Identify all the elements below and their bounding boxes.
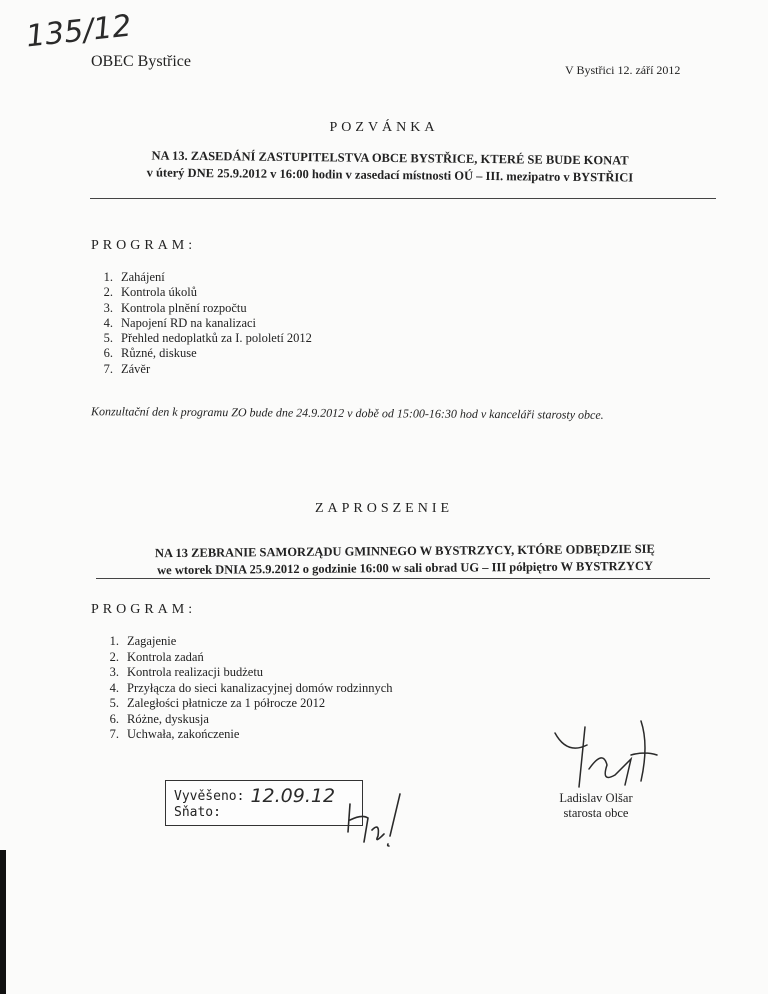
posting-stamp [165,780,363,826]
polish-program-list [95,634,393,743]
posted-label: Vyvěšeno: [174,788,245,804]
polish-program-label: PROGRAM: [91,602,197,617]
polish-title-line-1: NA 13 ZEBRANIE SAMORZĄDU GMINNEGO W BYSTRZYCY, KTÓRE ODBĘDZIE SIĘ [154,541,655,561]
consultation-note: Konzultační den k programu ZO bude dne 24.9.2012 v době od 15:00-16:30 hod v kanceláři starosty obce. [90,404,604,422]
scan-edge [0,850,6,994]
list-item: 1. Zagajenie [109,634,177,648]
czech-heading: POZVÁNKA [329,120,439,135]
czech-program-list [89,270,312,377]
czech-title-line-1: NA 13. ZASEDÁNÍ ZASTUPITELSTVA OBCE BYSTŘICE, KTERÉ SE BUDE KONAT [151,148,629,168]
signature [545,715,665,800]
handwritten-initials [340,784,410,854]
polish-title-line-2: we wtorek DNIA 25.9.2012 o godzinie 16:00 w sali obrad UG – III półpiętro W BYSTRZYCY [157,558,654,578]
list-item: 1. Zahájení [103,270,165,284]
municipality-name: OBEC Bystřice [91,53,191,70]
list-item: 3. Kontrola plnění rozpočtu [103,300,247,315]
signatory-name: Ladislav Olšar [559,791,633,805]
list-item: 5. Přehled nedoplatků za I. pololetí 2012 [103,331,312,346]
czech-program-label: PROGRAM: [91,238,197,253]
czech-divider [90,198,716,199]
list-item: 4. Przyłącza do sieci kanalizacyjnej domów rodzinnych [109,680,393,695]
removed-label: Sňato: [174,805,221,820]
handwritten-reference: 135/12 [24,8,134,55]
polish-title [100,540,710,579]
date-line: V Bystřici 12. září 2012 [565,63,681,77]
polish-heading: ZAPROSZENIE [314,501,454,516]
list-item: 7. Závěr [103,361,151,376]
list-item: 3. Kontrola realizacji budżetu [109,665,264,679]
polish-divider [96,578,710,579]
czech-title [40,146,740,187]
czech-title-line-2: v úterý DNE 25.9.2012 v 16:00 hodin v zasedací místnosti OÚ – III. mezipatro v BYSTŘICI [146,165,634,185]
list-item: 7. Uchwała, zakończenie [109,727,240,741]
list-item: 6. Różne, dyskusja [109,711,209,726]
list-item: 2. Kontrola úkolů [103,285,198,300]
posted-date: 12.09.12 [250,785,336,807]
list-item: 4. Napojení RD na kanalizaci [103,315,257,330]
list-item: 2. Kontrola zadań [109,649,204,664]
list-item: 6. Různé, diskuse [103,346,197,361]
list-item: 5. Zaległości płatnicze za 1 półrocze 2012 [109,696,326,710]
signatory-role: starosta obce [563,806,629,820]
